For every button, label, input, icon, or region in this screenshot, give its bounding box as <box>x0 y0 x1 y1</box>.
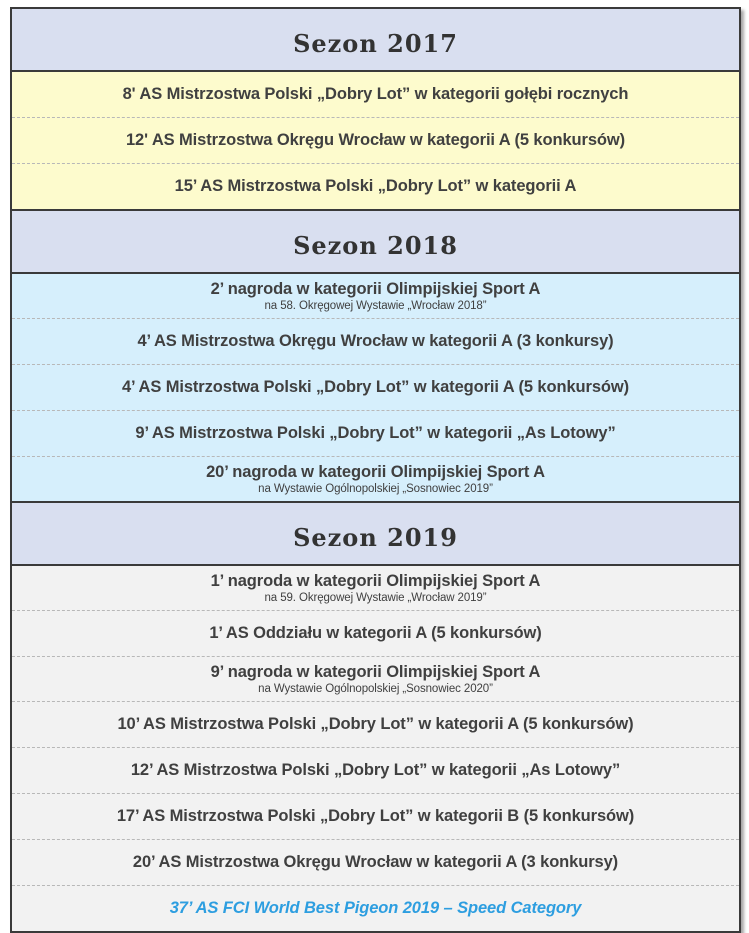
achievement-row <box>12 611 739 657</box>
season-header-2017 <box>12 9 739 72</box>
achievement-row <box>12 566 739 611</box>
achievement-row <box>12 72 739 118</box>
achievement-row <box>12 365 739 411</box>
season-rows-2018 <box>12 274 739 501</box>
season-title: Sezon 2018 <box>293 231 458 260</box>
achievement-text: 1’ AS Oddziału w kategorii A (5 konkursów) <box>209 624 542 642</box>
achievement-text: 10’ AS Mistrzostwa Polski „Dobry Lot” w kategorii A (5 konkursów) <box>117 715 634 733</box>
achievement-subtext: na Wystawie Ogólnopolskiej „Sosnowiec 2019” <box>258 483 493 495</box>
achievement-text: 37’ AS FCI World Best Pigeon 2019 – Speed Category <box>169 899 582 917</box>
achievement-text: 4’ AS Mistrzostwa Polski „Dobry Lot” w kategorii A (5 konkursów) <box>121 378 630 396</box>
achievement-text: 12’ AS Mistrzostwa Polski „Dobry Lot” w kategorii „As Lotowy” <box>130 761 621 779</box>
season-rows-2019 <box>12 566 739 931</box>
achievement-row <box>12 840 739 886</box>
achievement-text: 9’ nagroda w kategorii Olimpijskiej Sport A <box>210 663 541 681</box>
achievement-text: 20’ AS Mistrzostwa Okręgu Wrocław w kategorii A (3 konkursy) <box>132 853 619 871</box>
achievement-text: 1’ nagroda w kategorii Olimpijskiej Sport A <box>210 572 541 590</box>
achievement-row <box>12 702 739 748</box>
season-header-2019 <box>12 501 739 566</box>
achievement-text: 12' AS Mistrzostwa Okręgu Wrocław w kategorii A (5 konkursów) <box>125 131 626 149</box>
season-rows-2017 <box>12 72 739 209</box>
achievements-table <box>10 7 741 933</box>
achievement-text: 17’ AS Mistrzostwa Polski „Dobry Lot” w kategorii B (5 konkursów) <box>116 807 635 825</box>
season-title: Sezon 2017 <box>293 29 458 58</box>
achievement-subtext: na 58. Okręgowej Wystawie „Wrocław 2018” <box>264 300 487 312</box>
achievement-text: 9’ AS Mistrzostwa Polski „Dobry Lot” w kategorii „As Lotowy” <box>135 424 616 442</box>
achievement-row <box>12 794 739 840</box>
achievement-text: 2’ nagroda w kategorii Olimpijskiej Sport A <box>210 280 541 298</box>
achievement-row <box>12 457 739 501</box>
achievement-text: 20’ nagroda w kategorii Olimpijskiej Sport A <box>206 463 545 481</box>
achievement-row <box>12 118 739 164</box>
achievement-row <box>12 274 739 319</box>
achievement-subtext: na 59. Okręgowej Wystawie „Wrocław 2019” <box>264 592 487 604</box>
achievement-row <box>12 657 739 702</box>
achievement-row <box>12 319 739 365</box>
achievement-row <box>12 748 739 794</box>
season-title: Sezon 2019 <box>293 523 458 552</box>
achievement-row <box>12 164 739 209</box>
achievement-text: 15’ AS Mistrzostwa Polski „Dobry Lot” w kategorii A <box>174 177 577 195</box>
achievement-row <box>12 411 739 457</box>
achievement-text: 4’ AS Mistrzostwa Okręgu Wrocław w kategorii A (3 konkursy) <box>137 332 614 350</box>
achievement-text: 8' AS Mistrzostwa Polski „Dobry Lot” w kategorii gołębi rocznych <box>122 85 629 103</box>
season-header-2018 <box>12 209 739 274</box>
achievement-row-highlight <box>12 886 739 931</box>
achievement-subtext: na Wystawie Ogólnopolskiej „Sosnowiec 2020” <box>258 683 493 695</box>
